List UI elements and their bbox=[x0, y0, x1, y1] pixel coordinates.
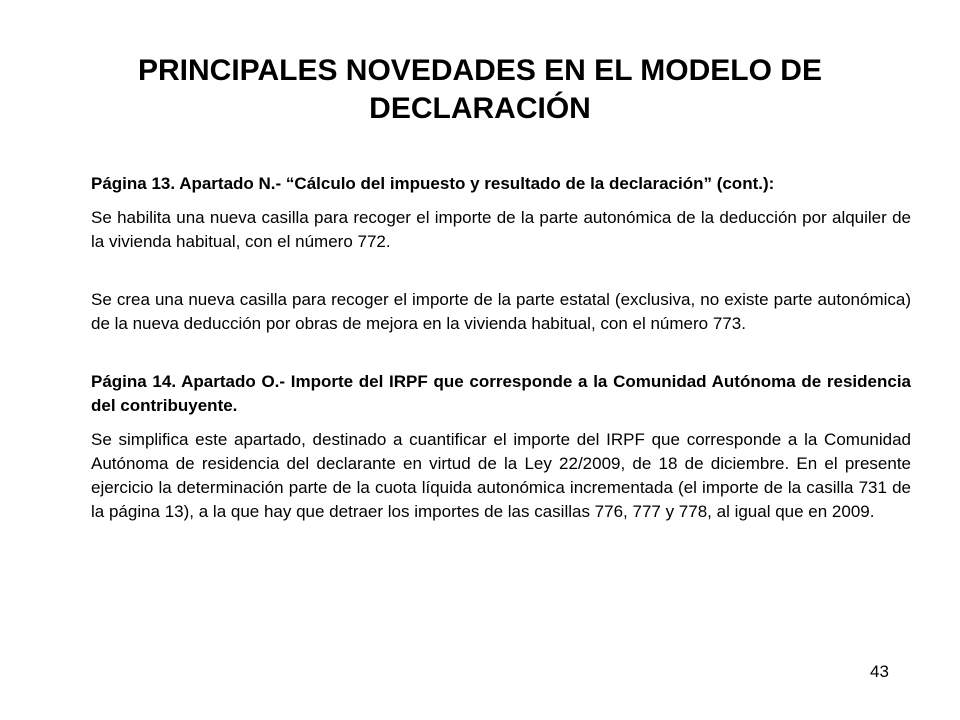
section-heading-page-14: Página 14. Apartado O.- Importe del IRPF que corresponde a la Comunidad Autónoma de residencia del contribuyente. bbox=[91, 372, 911, 415]
section-heading-page-13: Página 13. Apartado N.- “Cálculo del impuesto y resultado de la declaración” (cont.): bbox=[91, 174, 775, 193]
slide-title: PRINCIPALES NOVEDADES EN EL MODELO DE DECLARACIÓN bbox=[138, 54, 822, 125]
page-number: 43 bbox=[870, 662, 889, 681]
paragraph-apartado-o: Se simplifica este apartado, destinado a cuantificar el importe del IRPF que corresponde a la Comunidad Autónoma de residencia del declarante en virtud de la Ley 22/2009, de 18 de diciembre. En el presente ejercicio la determinación parte de la cuota líquida autonómica incrementada (el importe de la casilla 731 de la página 13), a la que hay que detraer los importes de las casillas 776, 777 y 778, al igual que en 2009. bbox=[91, 430, 911, 521]
slide-content bbox=[91, 172, 911, 524]
paragraph-casilla-773: Se crea una nueva casilla para recoger el importe de la parte estatal (exclusiva, no existe parte autonómica) de la nueva deducción por obras de mejora en la vivienda habitual, con el número 773. bbox=[91, 290, 911, 333]
paragraph-casilla-772: Se habilita una nueva casilla para recoger el importe de la parte autonómica de la deducción por alquiler de la vivienda habitual, con el número 772. bbox=[91, 208, 911, 251]
